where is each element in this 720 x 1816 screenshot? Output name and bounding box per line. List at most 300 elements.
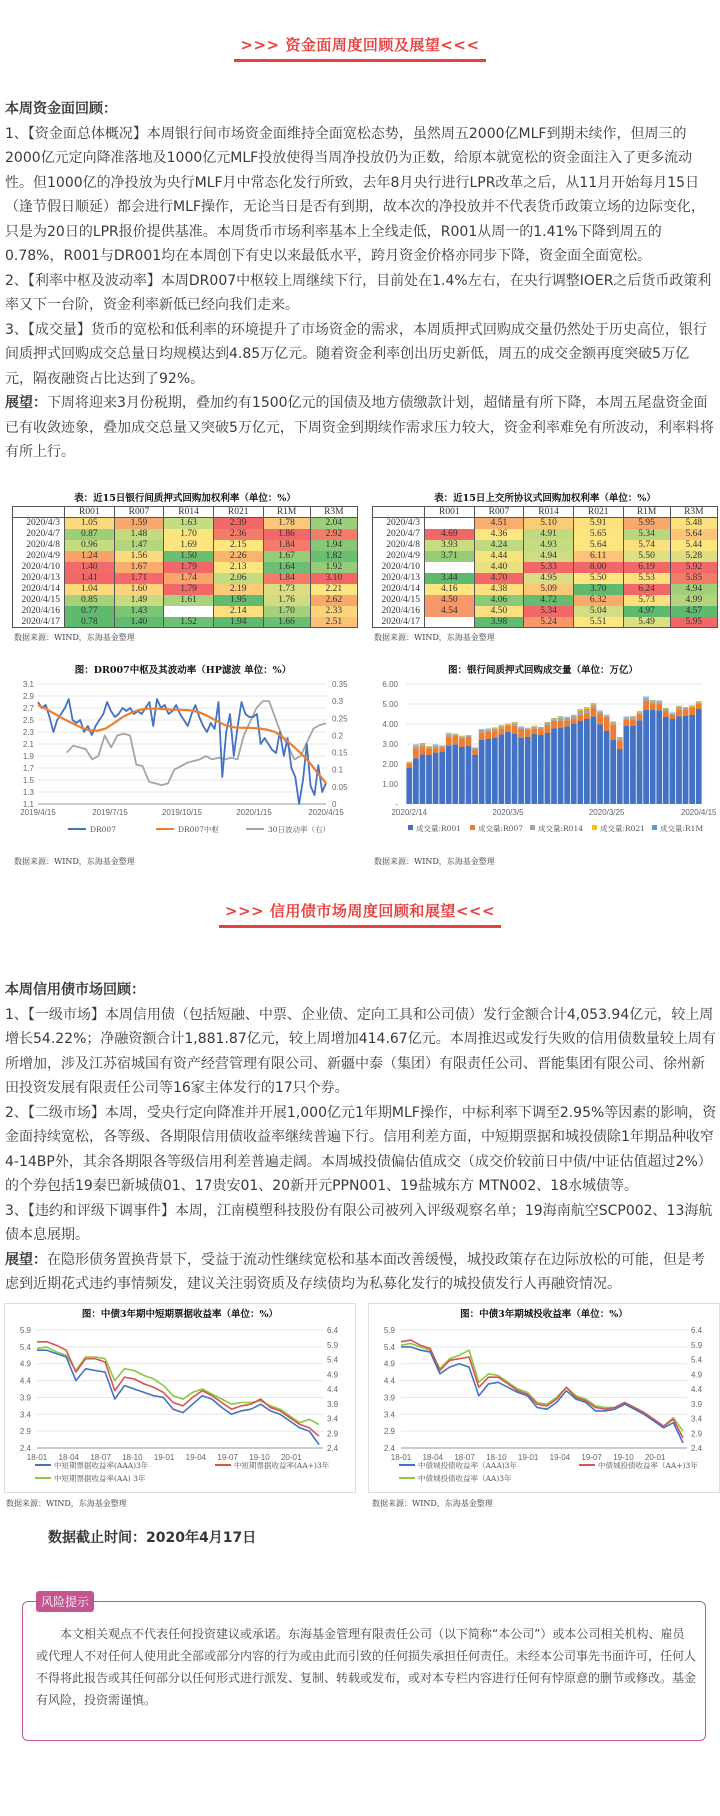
rate-cell: 1.63 <box>164 518 214 529</box>
rate-cell: 4.24 <box>474 540 524 551</box>
svg-text:3.9: 3.9 <box>19 1393 31 1403</box>
svg-text:2.5: 2.5 <box>22 716 34 725</box>
rate-cell: 1.95 <box>213 595 263 606</box>
table-row <box>373 562 718 573</box>
rate-cell: 2.15 <box>213 540 263 551</box>
rate-cell: 5.10 <box>524 518 574 529</box>
svg-text:20-01: 20-01 <box>644 1453 666 1462</box>
svg-text:0.3: 0.3 <box>332 697 344 707</box>
rate-cell: 2.19 <box>213 584 263 595</box>
svg-text:3.9: 3.9 <box>691 1399 703 1409</box>
table-row <box>373 606 718 617</box>
svg-text:2019/10/15: 2019/10/15 <box>161 808 203 817</box>
rate-cell: 1.78 <box>263 518 310 529</box>
svg-text:0: 0 <box>332 800 337 809</box>
date-cell: 2020/4/3 <box>373 518 425 529</box>
dr007-chart: 图：DR007中枢及其波动率（HP滤波 单位：%） 1.1 1.3 1.5 1.7 1.9 2.1 2.3 2.5 2.7 2.9 3.1 0 0.05 0.1 0.15 0.2 0.25 0.3 0.35 2019/4/15 2019/7/15 2019/10/15 2020/1/15 2020/4/15 DR007 DR007中枢 30日波动率（右） <box>8 662 358 842</box>
rate-cell: 1.05 <box>65 518 115 529</box>
rate-cell: 5.53 <box>623 573 670 584</box>
svg-text:1.5: 1.5 <box>22 776 34 785</box>
rate-cell: 1.73 <box>263 584 310 595</box>
svg-text:0.25: 0.25 <box>332 714 348 724</box>
rate-cell: 1.60 <box>114 584 164 595</box>
rate-cell: 4.50 <box>425 595 475 606</box>
rate-cell: 1.50 <box>164 551 214 562</box>
rate-cell: 4.94 <box>670 584 717 595</box>
rate-cell: 5.09 <box>524 584 574 595</box>
svg-text:2.9: 2.9 <box>327 1429 339 1439</box>
rate-cell: 5.51 <box>573 617 623 628</box>
column-header: R3M <box>670 507 717 518</box>
rate-cell <box>164 606 214 617</box>
rate-cell: 1.86 <box>263 529 310 540</box>
table-row <box>13 518 358 529</box>
rate-cell: 1.70 <box>164 529 214 540</box>
rate-cell: 2.04 <box>310 518 357 529</box>
svg-text:6.4: 6.4 <box>327 1326 339 1335</box>
rate-cell: 1.40 <box>114 617 164 628</box>
svg-text:2.4: 2.4 <box>19 1444 31 1453</box>
svg-text:2.9: 2.9 <box>19 1427 31 1437</box>
rate-cell: 0.85 <box>65 595 115 606</box>
svg-text:成交量:R1M: 成交量:R1M <box>660 824 704 833</box>
date-cell: 2020/4/8 <box>13 540 65 551</box>
rate-cell: 1.67 <box>263 551 310 562</box>
rate-cell: 0.96 <box>65 540 115 551</box>
rate-cell: 2.13 <box>213 562 263 573</box>
svg-text:0.15: 0.15 <box>332 748 348 758</box>
table-row <box>13 606 358 617</box>
lgfv-yield-chart: 图：中债3年期城投收益率（单位：%） 2.4 2.9 3.4 3.9 4.4 4.9 5.4 5.9 2.4 2.9 3.4 3.9 4.4 4.9 5.4 5.9 6.4 18-01 18-04 18-07 18-10 19-01 19-04 19-07 19-10 20-01 中债城投债收益率（AAA)3年 中债城投债收益率（AA+)3年 中债城投债收益率（AA)3年 <box>368 1303 720 1493</box>
rate-cell: 4.69 <box>425 529 475 540</box>
svg-text:30日波动率（右）: 30日波动率（右） <box>268 825 331 834</box>
rate-cell: 6.24 <box>623 584 670 595</box>
column-header <box>373 507 425 518</box>
rate-cell: 5.50 <box>573 573 623 584</box>
rate-cell: 5.49 <box>623 617 670 628</box>
rate-cell: 4.54 <box>425 606 475 617</box>
svg-text:4.9: 4.9 <box>327 1370 339 1380</box>
rate-cell: 2.33 <box>310 606 357 617</box>
rate-cell: 1.84 <box>263 573 310 584</box>
rate-cell: 5.28 <box>670 551 717 562</box>
column-header: R1M <box>623 507 670 518</box>
svg-text:成交量:R001: 成交量:R001 <box>416 824 461 833</box>
svg-text:-: - <box>395 800 398 809</box>
date-cell: 2020/4/15 <box>373 595 425 606</box>
svg-text:2019/7/15: 2019/7/15 <box>92 808 128 817</box>
rate-cell: 5.95 <box>670 617 717 628</box>
rate-cell: 1.40 <box>65 562 115 573</box>
table-row <box>13 573 358 584</box>
money-market-para-3: 3、【成交量】货币的宽松和低利率的环境提升了市场资金的需求，本周质押式回购成交量仍然处于历史高位，银行间质押式回购成交总量日均规模达到4.85万亿元。随着资金利率创出历史新低，周五的成交金额再度突破5万亿元，隔夜融资占比达到了92%。 <box>5 321 707 387</box>
rate-cell: 5.85 <box>670 573 717 584</box>
svg-text:2.9: 2.9 <box>22 692 34 701</box>
date-cell: 2020/4/17 <box>13 617 65 628</box>
column-header: R021 <box>573 507 623 518</box>
svg-text:18-01: 18-01 <box>26 1453 48 1462</box>
table-row <box>373 540 718 551</box>
date-cell: 2020/4/10 <box>13 562 65 573</box>
svg-text:2020/4/15: 2020/4/15 <box>680 808 717 817</box>
svg-text:1.9: 1.9 <box>22 752 34 761</box>
table-row <box>13 540 358 551</box>
column-header: R001 <box>65 507 115 518</box>
date-cell: 2020/4/13 <box>13 573 65 584</box>
rate-table <box>12 506 358 628</box>
rate-cell: 1.04 <box>65 584 115 595</box>
dr007-line-chart <box>8 676 358 844</box>
data-source-note: 数据来源：WIND，东海基金整理 <box>374 633 495 642</box>
svg-text:2.7: 2.7 <box>22 704 34 713</box>
credit-outlook: 展望：在隐形债务置换背景下，受益于流动性继续宽松和基本面改善缓慢，城投政策存在边际放松的可能，但是考虑到近期花式违约事情频发，建议关注弱资质及存续债均为私募化发行的城投债发行人再融资情况。 <box>5 1251 705 1292</box>
svg-text:19-10: 19-10 <box>613 1453 634 1462</box>
rate-cell: 1.82 <box>310 551 357 562</box>
svg-text:1.00: 1.00 <box>382 780 398 789</box>
rate-cell: 6.11 <box>573 551 623 562</box>
rate-cell: 2.51 <box>310 617 357 628</box>
rate-table <box>372 506 718 628</box>
section-title-credit: >>> 信用债市场周度回顾和展望<<< <box>0 900 720 928</box>
risk-label: 风险提示 <box>36 1591 94 1612</box>
svg-text:4.4: 4.4 <box>327 1385 339 1394</box>
rate-cell: 3.70 <box>573 584 623 595</box>
rate-cell: 1.43 <box>114 606 164 617</box>
credit-review <box>5 978 717 1297</box>
rate-cell: 2.39 <box>213 518 263 529</box>
data-source-note: 数据来源：WIND，东海基金整理 <box>374 857 495 866</box>
rate-cell <box>425 617 475 628</box>
rate-cell: 5.64 <box>670 529 717 540</box>
date-cell: 2020/4/7 <box>373 529 425 540</box>
svg-text:5.4: 5.4 <box>383 1342 395 1352</box>
svg-text:5.00: 5.00 <box>382 700 398 709</box>
data-source-note: 数据来源：WIND，东海基金整理 <box>372 1499 493 1508</box>
date-cell: 2020/4/16 <box>373 606 425 617</box>
rate-cell: 1.41 <box>65 573 115 584</box>
svg-text:3.4: 3.4 <box>327 1414 339 1424</box>
date-cell: 2020/4/14 <box>13 584 65 595</box>
table-row <box>373 595 718 606</box>
table-row <box>373 551 718 562</box>
svg-text:2.4: 2.4 <box>327 1444 339 1453</box>
rate-cell: 1.49 <box>114 595 164 606</box>
rate-cell: 4.72 <box>524 595 574 606</box>
svg-text:2020/3/5: 2020/3/5 <box>492 808 524 817</box>
rate-cell: 8.00 <box>573 562 623 573</box>
rate-cell: 1.94 <box>213 617 263 628</box>
svg-text:2020/3/25: 2020/3/25 <box>588 808 625 817</box>
svg-text:3.4: 3.4 <box>383 1410 395 1420</box>
rate-cell: 1.94 <box>310 540 357 551</box>
svg-text:2020/4/15: 2020/4/15 <box>308 808 344 817</box>
svg-text:DR007: DR007 <box>90 825 116 834</box>
rate-cell: 5.65 <box>573 529 623 540</box>
svg-text:6.4: 6.4 <box>691 1326 703 1335</box>
svg-text:19-10: 19-10 <box>249 1453 270 1462</box>
svg-text:19-04: 19-04 <box>549 1453 571 1462</box>
date-cell: 2020/4/14 <box>373 584 425 595</box>
svg-text:1.1: 1.1 <box>22 800 34 809</box>
svg-text:2.4: 2.4 <box>691 1444 703 1453</box>
svg-text:中债城投债收益率（AA)3年: 中债城投债收益率（AA)3年 <box>418 1474 512 1483</box>
column-header: R014 <box>164 507 214 518</box>
date-cell: 2020/4/15 <box>13 595 65 606</box>
svg-text:6.00: 6.00 <box>382 680 398 689</box>
lgfv-yield-line-chart <box>369 1320 719 1494</box>
rate-cell: 1.84 <box>263 540 310 551</box>
rate-cell: 4.40 <box>474 562 524 573</box>
rate-cell: 6.19 <box>623 562 670 573</box>
date-cell: 2020/4/13 <box>373 573 425 584</box>
table-row <box>373 518 718 529</box>
rate-cell: 1.79 <box>164 562 214 573</box>
rate-cell: 2.26 <box>213 551 263 562</box>
credit-subhead: 本周信用债市场回顾： <box>5 982 145 998</box>
rate-cell: 4.16 <box>425 584 475 595</box>
table-row <box>13 595 358 606</box>
svg-text:2020/2/14: 2020/2/14 <box>391 808 428 817</box>
column-header: R001 <box>425 507 475 518</box>
svg-text:0.35: 0.35 <box>332 680 348 689</box>
interbank-repo-rate-table: 表：近15日银行间质押式回购加权利率（单位：%） R001 R007 R014 R021 R1M R3M 2020/4/3 1.05 1.59 1.63 2.39 1.78 2.04 2020/4/7 0.87 1.48 1.70 2.36 1.86 2.92 2020/4/8 0.96 1.47 1.69 2.15 1.84 1.94 2020/4/9 1.24 1.56 1.50 2.26 1.67 1.82 2020/4/10 1.40 1.67 1.79 2.13 1.64 1.92 2020/4/13 1.41 1.71 1.74 2.06 1.84 3.10 2020/4/14 1.04 1.60 1.79 2.19 1.73 2.21 2020/4/15 0.85 1.49 1.61 1.95 1.76 2.62 2020/4/16 0.77 1.43 2.14 1.70 2.33 2020/4/17 0.78 1.40 1.52 1.94 1.66 2.51 <box>12 490 358 628</box>
mtn-yield-line-chart <box>5 1320 355 1494</box>
svg-text:2.9: 2.9 <box>383 1427 395 1437</box>
svg-text:3.1: 3.1 <box>22 680 34 689</box>
svg-text:20-01: 20-01 <box>280 1453 302 1462</box>
rate-cell: 5.34 <box>524 606 574 617</box>
svg-text:4.4: 4.4 <box>383 1376 395 1386</box>
rate-cell: 3.71 <box>425 551 475 562</box>
svg-text:19-01: 19-01 <box>153 1453 175 1462</box>
data-cutoff-date: 数据截止时间：2020年4月17日 <box>48 1530 257 1546</box>
rate-cell: 0.77 <box>65 606 115 617</box>
svg-text:中债城投债收益率（AAA)3年: 中债城投债收益率（AAA)3年 <box>418 1461 517 1470</box>
money-market-outlook: 展望：下周将迎来3月份税期，叠加约有1500亿元的国债及地方债缴款计划，超储量有所下降，本周五尾盘资金面已有收敛迹象，叠加成交总量又突破5万亿元，下周资金到期续作需求压力较大，资金利率难免有所波动，利率料将有所上行。 <box>5 395 714 460</box>
svg-text:3.4: 3.4 <box>691 1414 703 1424</box>
rate-cell: 5.50 <box>623 551 670 562</box>
svg-text:中短期票据收益率(AAA)3年: 中短期票据收益率(AAA)3年 <box>54 1461 149 1470</box>
column-header: R1M <box>263 507 310 518</box>
svg-text:18-04: 18-04 <box>58 1453 80 1462</box>
rate-cell: 1.67 <box>114 562 164 573</box>
rate-cell: 1.74 <box>164 573 214 584</box>
rate-cell: 1.71 <box>114 573 164 584</box>
rate-cell: 2.92 <box>310 529 357 540</box>
date-cell: 2020/4/10 <box>373 562 425 573</box>
rate-cell: 4.97 <box>623 606 670 617</box>
repo-volume-chart: 图：银行间质押式回购成交量（单位：万亿） - 1.00 2.00 3.00 4.00 5.00 6.00 2020/2/14 2020/3/5 2020/3/25 2020/4/15 成交量:R001 成交量:R007 成交量:R014 成交量:R021 成交量:R1M <box>368 662 718 842</box>
rate-cell: 5.04 <box>573 606 623 617</box>
rate-cell: 5.64 <box>573 540 623 551</box>
svg-text:19-07: 19-07 <box>581 1453 602 1462</box>
repo-volume-bar-chart <box>368 676 718 844</box>
table-row <box>373 617 718 628</box>
table-row <box>13 617 358 628</box>
rate-cell: 4.99 <box>670 595 717 606</box>
svg-text:5.9: 5.9 <box>19 1326 31 1335</box>
table-row <box>13 551 358 562</box>
money-market-para-1: 1、【资金面总体概况】本周银行间市场资金面维持全面宽松态势，虽然周五2000亿MLF到期未续作，但周三的2000亿元定向降准落地及1000亿元MLF投放使得当周净投放仍为正数，给原本就宽松的资金面注入了更多流动性。但1000亿的净投放为央行MLF月中常态化发行所致，去年8月央行进行LPR改革之后，从11月开始每月15日（逢节假日顺延）都会进行MLF操作，无论当日是否有到期，故本次的净投放并不代表货币政策立场的边际变化，只是为20日的LPR报价提供基准。本周货币市场利率基本上全线走低，R001从周一的1.41%下降到周五的0.78%，R001与DR001均在本周创下有史以来最低水平，跨月资金价格亦同步下降，资金面全面宽松。 <box>5 125 705 264</box>
svg-text:5.4: 5.4 <box>19 1342 31 1352</box>
rate-cell <box>425 562 475 573</box>
rate-cell: 3.98 <box>474 617 524 628</box>
column-header: R007 <box>114 507 164 518</box>
svg-text:18-01: 18-01 <box>390 1453 412 1462</box>
svg-text:2.9: 2.9 <box>691 1429 703 1439</box>
svg-text:18-04: 18-04 <box>422 1453 444 1462</box>
svg-text:成交量:R014: 成交量:R014 <box>538 824 583 833</box>
date-cell: 2020/4/3 <box>13 518 65 529</box>
rate-cell: 1.52 <box>164 617 214 628</box>
column-header: R3M <box>310 507 357 518</box>
money-market-subhead: 本周资金面回顾： <box>5 101 117 117</box>
rate-cell: 5.91 <box>573 518 623 529</box>
svg-text:19-07: 19-07 <box>217 1453 238 1462</box>
svg-text:2019/4/15: 2019/4/15 <box>20 808 56 817</box>
credit-para-2: 2、【二级市场】本周，受央行定向降准并开展1,000亿元1年期MLF操作，中标利率下调至2.95%等因素的影响，资金面持续宽松，各等级、各期限信用债收益率继续普遍下行。信用利差方面，中短期票据和城投债除1年期品种收窄4-14BP外，其余各期限各等级信用利差普遍走阔。本周城投债偏估值成交（成交价较前日中债/中证估值超过2%）的个券包括19秦巴新城债01、17贵安01、20新开元PPN001、19盐城东方 MTN002、18水城债等。 <box>5 1104 717 1194</box>
rate-cell: 1.48 <box>114 529 164 540</box>
rate-cell: 1.47 <box>114 540 164 551</box>
svg-text:2020/1/15: 2020/1/15 <box>236 808 272 817</box>
rate-cell: 1.76 <box>263 595 310 606</box>
rate-cell: 1.61 <box>164 595 214 606</box>
rate-cell: 0.78 <box>65 617 115 628</box>
rate-cell: 3.93 <box>425 540 475 551</box>
risk-disclaimer-text: 本文相关观点不代表任何投资建议或承诺。东海基金管理有限责任公司（以下简称“本公司”）或本公司相关机构、雇员或代理人不对任何人使用此全部或部分内容的行为或由此而引致的任何损失承担任何责任。未经本公司事先书面许可，任何人不得将此报告或其任何部分以任何形式进行派发、复制、转载或发布，或对本专栏内容进行任何有悖原意的删节或修改。基金有风险，投资需谨慎。 <box>36 1627 697 1707</box>
rate-cell: 4.51 <box>474 518 524 529</box>
rate-cell: 4.95 <box>524 573 574 584</box>
rate-cell: 2.06 <box>213 573 263 584</box>
rate-cell: 4.57 <box>670 606 717 617</box>
svg-text:18-10: 18-10 <box>122 1453 143 1462</box>
table-row <box>13 529 358 540</box>
svg-text:19-04: 19-04 <box>185 1453 207 1462</box>
rate-cell: 2.62 <box>310 595 357 606</box>
rate-cell: 4.06 <box>474 595 524 606</box>
rate-cell: 4.94 <box>524 551 574 562</box>
svg-text:4.9: 4.9 <box>691 1370 703 1380</box>
rate-cell: 5.34 <box>623 529 670 540</box>
column-header: R007 <box>474 507 524 518</box>
date-cell: 2020/4/7 <box>13 529 65 540</box>
column-header <box>13 507 65 518</box>
rate-cell <box>425 518 475 529</box>
rate-cell: 5.95 <box>623 518 670 529</box>
mtn-yield-chart: 图：中债3年期中短期票据收益率（单位：%） 2.4 2.9 3.4 3.9 4.4 4.9 5.4 5.9 2.4 2.9 3.4 3.9 4.4 4.9 5.4 5.9 6.4 18-01 18-04 18-07 18-10 19-01 19-04 19-07 19-10 20-01 中短期票据收益率(AAA)3年 中短期票据收益率(AA+)3年 中短期票据收益率(AA) 3年 <box>4 1303 356 1493</box>
rate-cell: 5.74 <box>623 540 670 551</box>
money-market-review <box>5 97 717 465</box>
rate-cell: 1.56 <box>114 551 164 562</box>
date-cell: 2020/4/9 <box>13 551 65 562</box>
svg-text:3.00: 3.00 <box>382 740 398 749</box>
rate-cell: 2.21 <box>310 584 357 595</box>
rate-cell: 5.92 <box>670 562 717 573</box>
data-source-note: 数据来源：WIND，东海基金整理 <box>14 857 135 866</box>
rate-cell: 4.36 <box>474 529 524 540</box>
rate-cell: 3.44 <box>425 573 475 584</box>
svg-text:4.4: 4.4 <box>691 1385 703 1394</box>
rate-cell: 4.91 <box>524 529 574 540</box>
rate-cell: 1.69 <box>164 540 214 551</box>
svg-text:5.4: 5.4 <box>691 1355 703 1365</box>
svg-text:5.9: 5.9 <box>691 1340 703 1350</box>
svg-text:2.1: 2.1 <box>22 740 34 749</box>
svg-text:0.1: 0.1 <box>332 765 344 775</box>
rate-cell: 3.10 <box>310 573 357 584</box>
svg-text:中短期票据收益率(AA) 3年: 中短期票据收益率(AA) 3年 <box>54 1474 146 1483</box>
svg-text:4.00: 4.00 <box>382 720 398 729</box>
rate-cell: 1.64 <box>263 562 310 573</box>
table-row <box>13 584 358 595</box>
svg-text:中债城投债收益率（AA+)3年: 中债城投债收益率（AA+)3年 <box>598 1461 698 1470</box>
rate-cell: 1.59 <box>114 518 164 529</box>
date-cell: 2020/4/8 <box>373 540 425 551</box>
svg-text:19-01: 19-01 <box>517 1453 539 1462</box>
data-source-note: 数据来源：WIND，东海基金整理 <box>6 1499 127 1508</box>
svg-text:5.9: 5.9 <box>383 1326 395 1335</box>
column-header: R021 <box>213 507 263 518</box>
rate-cell: 4.93 <box>524 540 574 551</box>
rate-cell: 5.33 <box>524 562 574 573</box>
date-cell: 2020/4/17 <box>373 617 425 628</box>
rate-cell: 1.79 <box>164 584 214 595</box>
table-row <box>373 529 718 540</box>
table-row <box>373 584 718 595</box>
svg-text:18-10: 18-10 <box>486 1453 507 1462</box>
rate-cell: 5.73 <box>623 595 670 606</box>
credit-para-3: 3、【违约和评级下调事件】本周，江南模塑科技股份有限公司被列入评级观察名单；19海南航空SCP002、13海航债本息展期。 <box>5 1202 713 1243</box>
svg-text:3.9: 3.9 <box>383 1393 395 1403</box>
svg-text:0.05: 0.05 <box>332 782 348 792</box>
svg-text:5.4: 5.4 <box>327 1355 339 1365</box>
section-title-money-market: >>> 资金面周度回顾及展望<<< <box>0 34 720 62</box>
svg-text:2.4: 2.4 <box>383 1444 395 1453</box>
svg-text:4.4: 4.4 <box>19 1376 31 1386</box>
table-row <box>373 573 718 584</box>
rate-cell: 2.14 <box>213 606 263 617</box>
svg-text:3.4: 3.4 <box>19 1410 31 1420</box>
svg-text:3.9: 3.9 <box>327 1399 339 1409</box>
rate-cell: 4.50 <box>474 606 524 617</box>
rate-cell: 5.24 <box>524 617 574 628</box>
rate-cell: 5.44 <box>670 540 717 551</box>
rate-cell: 1.24 <box>65 551 115 562</box>
svg-text:18-07: 18-07 <box>90 1453 111 1462</box>
svg-text:成交量:R021: 成交量:R021 <box>600 824 645 833</box>
svg-text:DR007中枢: DR007中枢 <box>178 825 219 834</box>
rate-cell: 4.70 <box>474 573 524 584</box>
credit-para-1: 1、【一级市场】本周信用债（包括短融、中票、企业债、定向工具和公司债）发行金额合计4,053.94亿元，较上周增长54.22%；净融资额合计1,881.87亿元，较上周增加414.67亿元。本周推迟或发行失败的信用债数量较上周有所增加，涉及江苏宿城国有资产经营管理有限公司、新疆中泰（集团）有限责任公司、晋能集团有限公司、徐州新田投资发展有限责任公司等16家主体发行的17只个券。 <box>5 1006 716 1096</box>
svg-text:5.9: 5.9 <box>327 1340 339 1350</box>
rate-cell: 4.44 <box>474 551 524 562</box>
svg-text:成交量:R007: 成交量:R007 <box>478 824 523 833</box>
rate-cell: 2.36 <box>213 529 263 540</box>
date-cell: 2020/4/9 <box>373 551 425 562</box>
sse-repo-rate-table: 表：近15日上交所协议式回购加权利率（单位：%） R001 R007 R014 R021 R1M R3M 2020/4/3 4.51 5.10 5.91 5.95 5.48 2020/4/7 4.69 4.36 4.91 5.65 5.34 5.64 2020/4/8 3.93 4.24 4.93 5.64 5.74 5.44 2020/4/9 3.71 4.44 4.94 6.11 5.50 5.28 2020/4/10 4.40 5.33 8.00 6.19 5.92 2020/4/13 3.44 4.70 4.95 5.50 5.53 5.85 2020/4/14 4.16 4.38 5.09 3.70 6.24 4.94 2020/4/15 4.50 4.06 4.72 6.32 5.73 4.99 2020/4/16 4.54 4.50 5.34 5.04 4.97 4.57 2020/4/17 3.98 5.24 5.51 5.49 5.95 <box>372 490 718 628</box>
svg-text:2.3: 2.3 <box>22 728 34 737</box>
svg-text:4.9: 4.9 <box>383 1359 395 1369</box>
rate-cell: 1.70 <box>263 606 310 617</box>
rate-cell: 4.38 <box>474 584 524 595</box>
rate-cell: 1.92 <box>310 562 357 573</box>
svg-text:4.9: 4.9 <box>19 1359 31 1369</box>
svg-text:1.3: 1.3 <box>22 788 34 797</box>
svg-text:1.7: 1.7 <box>22 764 34 773</box>
rate-cell: 6.32 <box>573 595 623 606</box>
rate-cell: 1.66 <box>263 617 310 628</box>
column-header: R014 <box>524 507 574 518</box>
